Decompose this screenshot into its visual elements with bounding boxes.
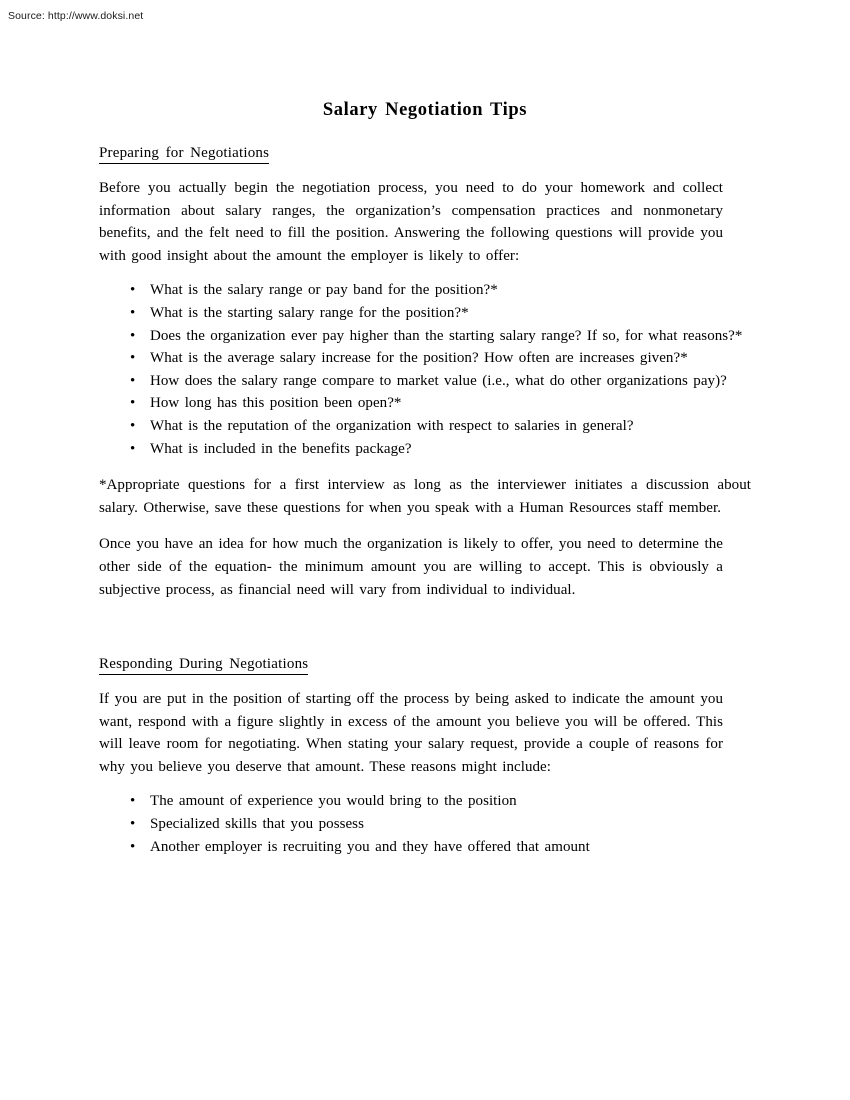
list-item-text: Does the organization ever pay higher than the starting salary range? If so, for what reasons?* xyxy=(150,327,743,344)
list-item xyxy=(99,370,746,393)
bullet-icon: • xyxy=(130,327,136,344)
list-item xyxy=(99,836,750,859)
section-heading-responding-text: Responding During Negotiations xyxy=(99,656,308,675)
bullet-icon: • xyxy=(130,372,136,389)
bullet-icon: • xyxy=(130,304,136,321)
list-item-text: What is the starting salary range for the position?* xyxy=(150,304,469,321)
list-item xyxy=(99,790,750,813)
bullet-icon: • xyxy=(130,395,136,412)
bullet-icon: • xyxy=(130,793,136,810)
bullet-icon: • xyxy=(130,417,136,434)
bullet-list-preparing-questions xyxy=(99,279,751,460)
list-item-text: The amount of experience you would bring to the position xyxy=(150,793,517,810)
list-item-text: What is included in the benefits package? xyxy=(150,440,412,457)
document-content xyxy=(99,121,751,858)
list-item-text: Specialized skills that you possess xyxy=(150,816,364,833)
list-item-text: What is the reputation of the organization with respect to salaries in general? xyxy=(150,417,634,434)
list-item xyxy=(99,302,750,325)
list-item xyxy=(99,415,750,438)
list-item xyxy=(99,392,750,415)
bullet-icon: • xyxy=(130,816,136,833)
bullet-icon: • xyxy=(130,440,136,457)
bullet-icon: • xyxy=(130,350,136,367)
source-url-line: Source: http://www.doksi.net xyxy=(8,10,144,22)
section-heading-responding xyxy=(99,656,751,675)
page-title: Salary Negotiation Tips xyxy=(322,100,528,120)
paragraph-minimum-amount: Once you have an idea for how much the organization is likely to offer, you need to determine the other side of the equation- the minimum amount you are willing to accept. This is obviously a subjective process, as financial need will vary from individual to individual. xyxy=(99,536,723,598)
list-item xyxy=(99,347,750,370)
paragraph-responding-intro: If you are put in the position of starting off the process by being asked to indicate the amount you want, respond with a figure slightly in excess of the amount you believe you will be offered. This will leave room for negotiating. When stating your salary request, provide a couple of reasons for why you believe you deserve that amount. These reasons might include: xyxy=(99,691,723,775)
list-item-text: Another employer is recruiting you and they have offered that amount xyxy=(150,838,590,855)
bullet-icon: • xyxy=(130,838,136,855)
paragraph-preparing-intro: Before you actually begin the negotiation process, you need to do your homework and collect information about salary ranges, the organization’s compensation practices and nonmonetary benefits, and the felt need to fill the position. Answering the following questions will provide you with good insight about the amount the employer is likely to offer: xyxy=(99,180,723,264)
bullet-list-responding-reasons xyxy=(99,790,751,858)
list-item xyxy=(99,813,750,836)
section-heading-preparing xyxy=(99,145,751,164)
list-item xyxy=(99,438,750,461)
section-heading-preparing-text: Preparing for Negotiations xyxy=(99,145,269,164)
list-item xyxy=(99,279,750,302)
paragraph-appropriate-questions-footnote: *Appropriate questions for a first interview as long as the interviewer initiates a discussion about salary. Otherwise, save these questions for when you speak with a Human Resources staff member. xyxy=(99,477,751,516)
list-item-text: How long has this position been open?* xyxy=(150,395,402,412)
bullet-icon: • xyxy=(130,282,136,299)
list-item-text: What is the average salary increase for the position? How often are increases given?* xyxy=(150,350,688,367)
list-item-text: What is the salary range or pay band for the position?* xyxy=(150,282,498,299)
list-item xyxy=(99,325,746,348)
list-item-text: How does the salary range compare to market value (i.e., what do other organizations pay)? xyxy=(150,372,727,389)
